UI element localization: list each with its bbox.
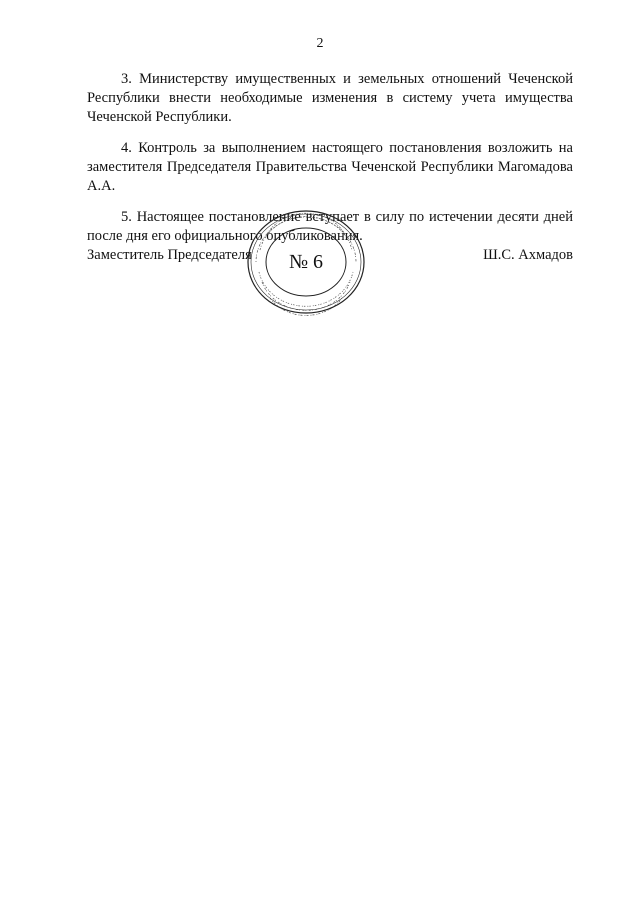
paragraph-3: 3. Министерству имущественных и земельных отношений Чеченской Республики внести необходимые изменения в систему учета имущества Чеченской Республики. bbox=[87, 71, 573, 125]
paragraph-4: 4. Контроль за выполнением настоящего постановления возложить на заместителя Председателя Правительства Чеченской Республики Магомадова А.А. bbox=[87, 140, 573, 194]
official-seal bbox=[242, 210, 372, 320]
signatory-position: Заместитель Председателя bbox=[87, 247, 252, 263]
svg-text:№ 6: № 6 bbox=[288, 251, 324, 273]
paragraph-5: 5. Настоящее постановление вступает в силу по истечении десяти дней после дня его официального опубликования. bbox=[87, 209, 573, 244]
signatory-name: Ш.С. Ахмадов bbox=[483, 247, 573, 263]
seal-graphic bbox=[242, 210, 372, 320]
page-number: 2 bbox=[316, 36, 324, 51]
